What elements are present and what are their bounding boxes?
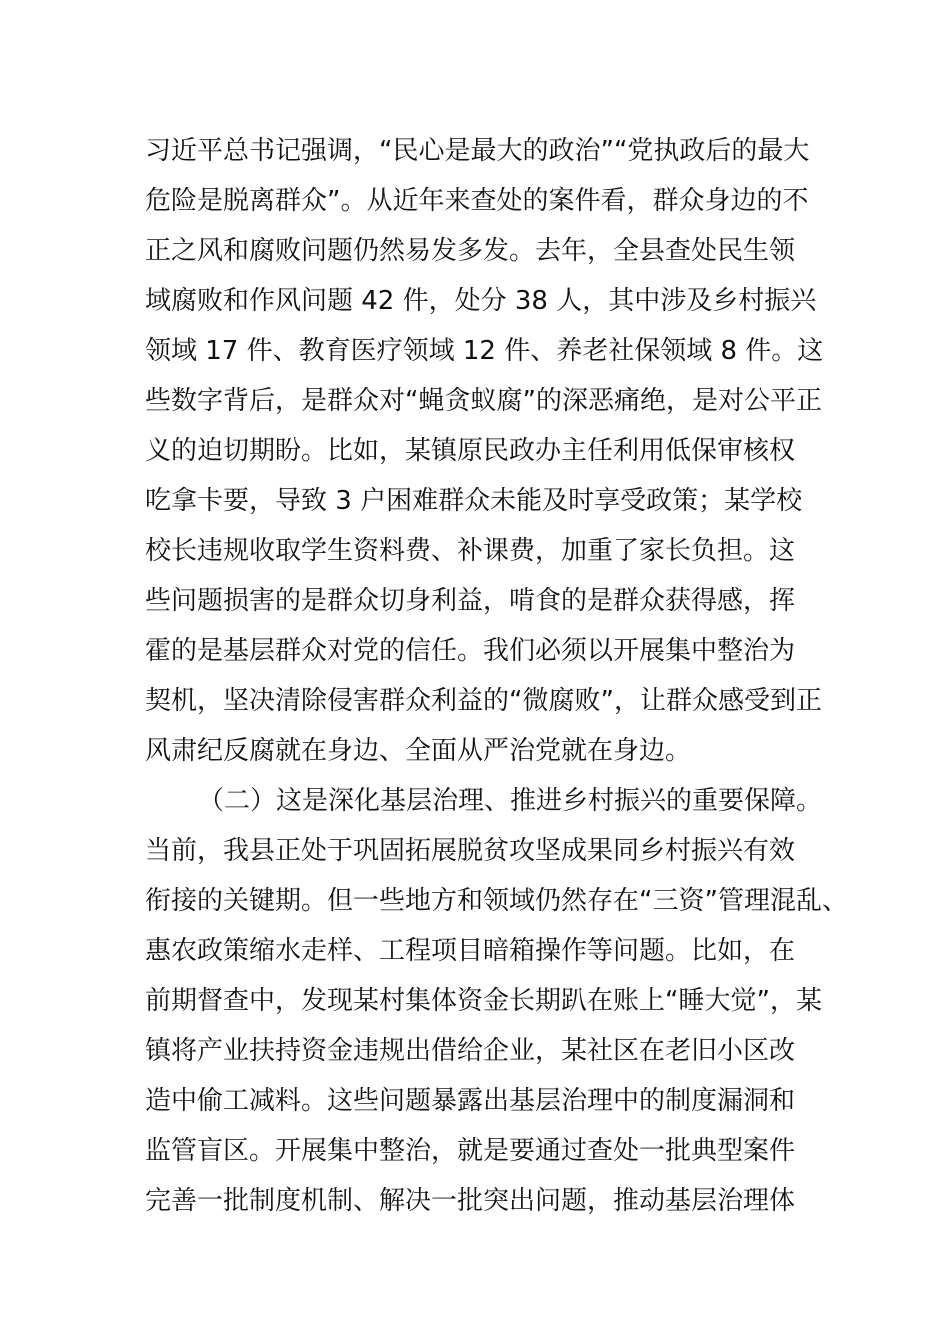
text-line: 监管盲区。开展集中整治，就是要通过查处一批典型案件: [145, 1136, 796, 1166]
text-line: 领域 17 件、教育医疗领域 12 件、养老社保领域 8 件。这: [145, 336, 824, 366]
text-line: 习近平总书记强调，“民心是最大的政治”“党执政后的最大: [145, 136, 810, 166]
text-line: 些数字背后，是群众对“蝇贪蚁腐”的深恶痛绝，是对公平正: [145, 386, 822, 416]
text-line: 契机，坚决清除侵害群众利益的“微腐败”，让群众感受到正: [145, 686, 822, 716]
text-line: 校长违规收取学生资料费、补课费，加重了家长负担。这: [145, 536, 796, 566]
text-line: 惠农政策缩水走样、工程项目暗箱操作等问题。比如，在: [145, 936, 796, 966]
text-line: 风肃纪反腐就在身边、全面从严治党就在身边。: [145, 736, 692, 766]
text-line: 域腐败和作风问题 42 件，处分 38 人，其中涉及乡村振兴: [145, 286, 817, 316]
text-line: 义的迫切期盼。比如，某镇原民政办主任利用低保审核权: [145, 436, 796, 466]
text-line: 前期督查中，发现某村集体资金长期趴在账上“睡大觉”，某: [145, 986, 822, 1016]
text-line: 危险是脱离群众”。从近年来查处的案件看，群众身边的不: [145, 186, 809, 216]
text-line: 镇将产业扶持资金违规出借给企业，某社区在老旧小区改: [145, 1036, 796, 1066]
text-line: 当前，我县正处于巩固拓展脱贫攻坚成果同乡村振兴有效: [145, 836, 796, 866]
text-line: 些问题损害的是群众切身利益，啃食的是群众获得感，挥: [145, 586, 796, 616]
text-line: 霍的是基层群众对党的信任。我们必须以开展集中整治为: [145, 636, 796, 666]
text-line: 完善一批制度机制、解决一批突出问题，推动基层治理体: [145, 1186, 796, 1216]
text-line: 衔接的关键期。但一些地方和领域仍然存在“三资”管理混乱、: [145, 886, 848, 916]
text-line: 吃拿卡要，导致 3 户困难群众未能及时享受政策；某学校: [145, 486, 803, 516]
section-heading-line: （二）这是深化基层治理、推进乡村振兴的重要保障。: [198, 786, 823, 816]
text-line: 正之风和腐败问题仍然易发多发。去年，全县查处民生领: [145, 236, 796, 266]
text-line: 造中偷工减料。这些问题暴露出基层治理中的制度漏洞和: [145, 1086, 796, 1116]
